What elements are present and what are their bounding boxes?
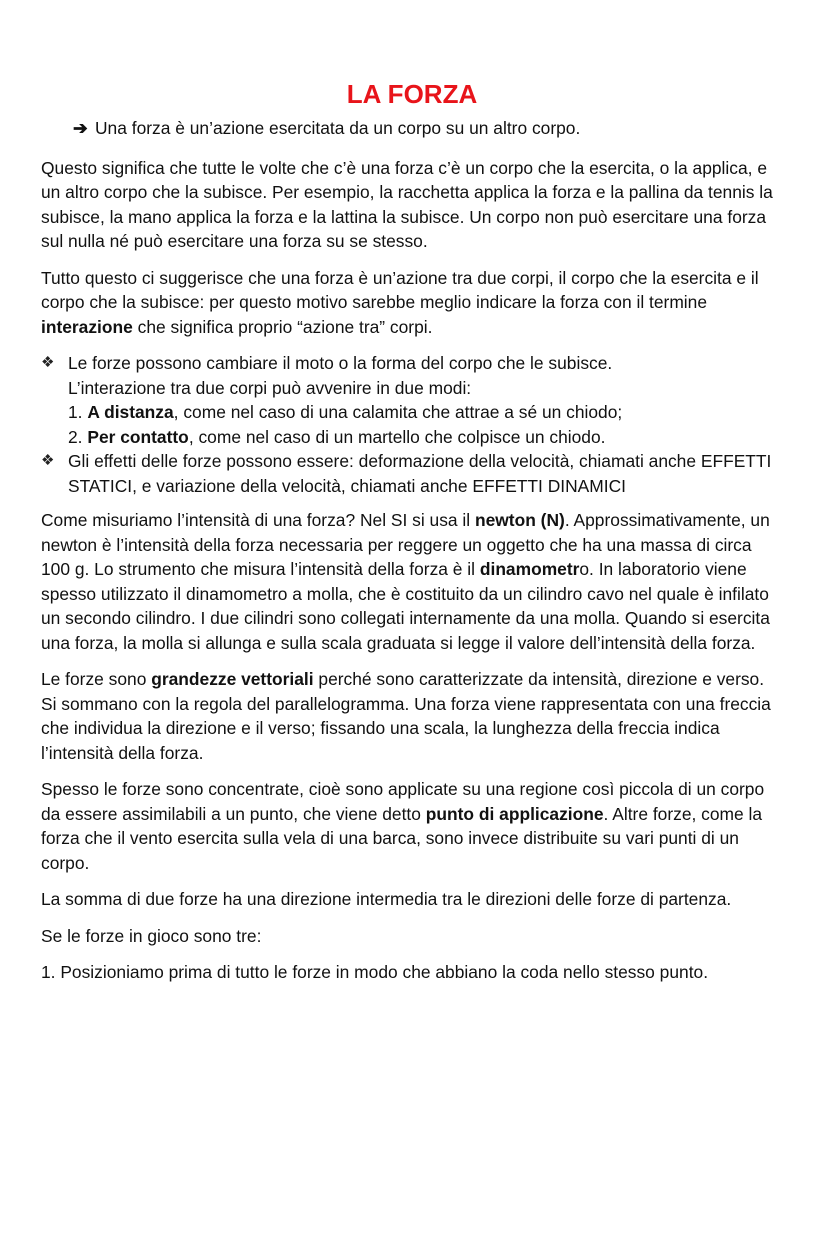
intro-definition <box>41 116 783 141</box>
paragraph-3-text-mid: . Approssimativamente, un newton è l’intensità della forza necessaria per reggere un oggetto che ha una massa di circa 100 g. Lo strumento che misura l’intensità della forza è il <box>41 510 770 579</box>
subitem-number: 2. <box>68 426 88 447</box>
bullet-1-line-2: L’interazione tra due corpi può avvenire in due modi: <box>68 377 472 398</box>
paragraph-2-text-end: che significa proprio “azione tra” corpi. <box>132 316 433 337</box>
diamond-bullet-icon: ❖ <box>41 452 55 469</box>
paragraph-4-text-end: perché sono caratterizzate da intensità, direzione e verso. Si sommano con la regola del parallelogramma. Una forza viene rappresentata con una freccia che individua la direzione e il verso; fissando una scala, la lunghezza della freccia indica l’intensità della forza. <box>41 669 771 763</box>
subitem-text: , come nel caso di una calamita che attrae a sé un chiodo; <box>173 402 623 422</box>
term-a-distanza: A distanza <box>87 402 174 422</box>
paragraph-3 <box>41 508 783 655</box>
bullet-list <box>41 351 783 498</box>
paragraph-4 <box>41 667 783 765</box>
term-interazione: interazione <box>41 316 133 337</box>
paragraph-8: 1. Posizioniamo prima di tutto le forze in modo che abbiano la coda nello stesso punto. <box>41 962 709 982</box>
document-page <box>41 78 783 997</box>
paragraph-3-text: Come misuriamo l’intensità di una forza? Nel SI si usa il <box>41 510 475 530</box>
term-grandezze-vettoriali: grandezze vettoriali <box>151 669 314 689</box>
intro-text: Una forza è un’azione esercitata da un corpo su un altro corpo. <box>95 118 581 138</box>
paragraph-3-text-end: o. In laboratorio viene spesso utilizzato il dinamometro a molla, che è costituito da un cilindro cavo nel quale è infilato un secondo cilindro. I due cilindri sono collegati internamente da una molla. Quando si esercita una forza, la molla si allunga e sulla scala graduata si legge il valore dell’intensità della forza. <box>41 559 770 653</box>
page-title: LA FORZA <box>346 79 478 109</box>
paragraph-5-text: Spesso le forze sono concentrate, cioè sono applicate su una regione così piccola di un corpo da essere assimilabili a un punto, che viene detto <box>41 779 765 824</box>
diamond-bullet-icon: ❖ <box>41 354 55 371</box>
bullet-2-text: Gli effetti delle forze possono essere: deformazione della velocità, chiamati anche EFFETTI STATICI, e variazione della velocità, chiamati anche EFFETTI DINAMICI <box>68 451 772 496</box>
arrow-right-icon: ➔ <box>73 118 88 138</box>
paragraph-4-text: Le forze sono <box>41 669 152 689</box>
term-per-contatto: Per contatto <box>87 426 189 447</box>
bullet-item-1 <box>41 351 783 449</box>
paragraph-1: Questo significa che tutte le volte che c’è una forza c’è un corpo che la esercita, o la applica, e un altro corpo che la subisce. Per esempio, la racchetta applica la forza e la pallina da tennis la subisce, la mano applica la forza e la lattina la subisce. Un corpo non può esercitare una forza sul nulla né può esercitare una forza su se stesso. <box>41 157 773 251</box>
bullet-item-2 <box>41 449 783 498</box>
bullet-1-subitem-1 <box>68 400 783 425</box>
subitem-number: 1. <box>68 402 88 422</box>
bullet-1-subitem-2 <box>68 425 783 450</box>
paragraph-2-text: Tutto questo ci suggerisce che una forza è un’azione tra due corpi, il corpo che la esercita e il corpo che la subisce: per questo motivo sarebbe meglio indicare la forza con il termine <box>41 267 759 312</box>
paragraph-2 <box>41 266 783 340</box>
paragraph-5 <box>41 777 783 875</box>
term-newton: newton (N) <box>474 510 565 530</box>
term-dinamometro: dinamometr <box>479 559 580 579</box>
paragraph-5-text-end: . Altre forze, come la forza che il vento esercita sulla vela di una barca, sono invece distribuite su vari punti di un corpo. <box>41 803 763 873</box>
paragraph-7: Se le forze in gioco sono tre: <box>41 925 262 946</box>
subitem-text: , come nel caso di un martello che colpisce un chiodo. <box>188 426 606 447</box>
term-punto-di-applicazione: punto di applicazione <box>425 803 604 824</box>
bullet-1-line-1: Le forze possono cambiare il moto o la forma del corpo che le subisce. <box>68 353 613 373</box>
paragraph-6: La somma di due forze ha una direzione intermedia tra le direzioni delle forze di partenza. <box>41 889 732 909</box>
